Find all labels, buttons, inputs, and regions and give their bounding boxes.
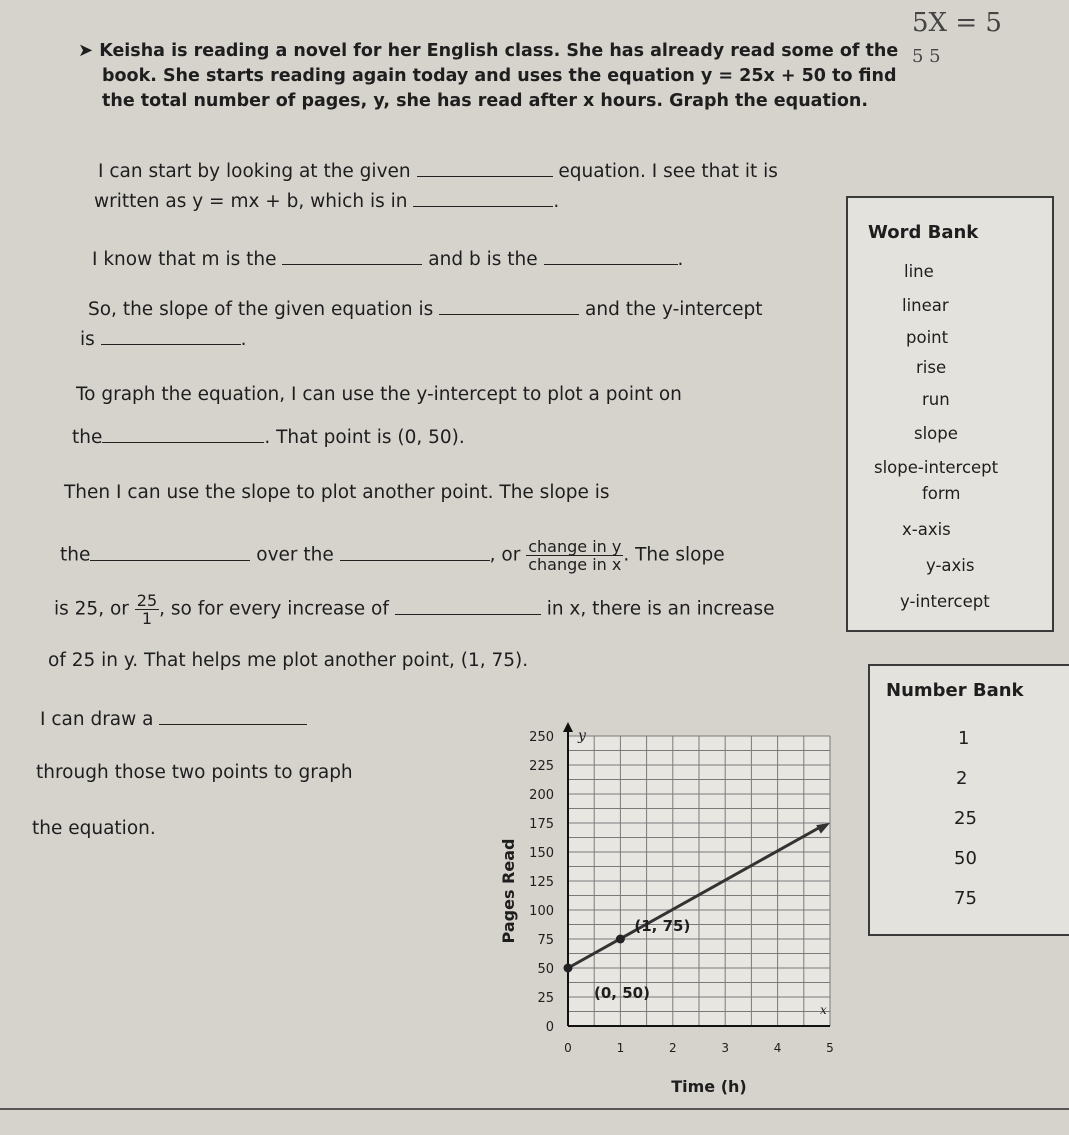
number-bank-item[interactable]: 50	[954, 848, 977, 869]
blank-draw-a[interactable]	[159, 706, 307, 725]
data-point-label: (1, 75)	[634, 917, 691, 935]
x-tick-label: 1	[616, 1041, 625, 1055]
blank-run[interactable]	[340, 542, 490, 561]
fraction-25-over-1	[135, 592, 159, 627]
y-tick-label: 200	[529, 788, 554, 803]
number-bank-item[interactable]: 25	[954, 808, 977, 829]
data-point-label: (0, 50)	[594, 984, 650, 1002]
y-tick-label: 250	[529, 730, 554, 745]
paragraph-2-line-3	[80, 326, 247, 350]
word-bank-item[interactable]: form	[922, 484, 961, 503]
text: the equation.	[32, 818, 156, 839]
y-tick-label: 50	[537, 962, 554, 977]
bullet-arrow-icon: ➤	[78, 40, 94, 61]
word-bank-item[interactable]: y-intercept	[900, 592, 990, 611]
text: the	[72, 427, 103, 448]
text: in x, there is an increase	[546, 598, 775, 620]
x-tick-label: 4	[773, 1041, 782, 1055]
blank-rise[interactable]	[90, 542, 250, 561]
x-tick-label: 5	[826, 1041, 834, 1055]
word-bank-item[interactable]: line	[904, 262, 934, 281]
paragraph-4-line-2	[60, 538, 725, 573]
paragraph-4-line-1	[64, 482, 610, 503]
text: over the	[256, 544, 334, 566]
word-bank	[846, 196, 1054, 632]
blank-point-on-axis[interactable]	[102, 424, 264, 443]
word-bank-item[interactable]: x-axis	[902, 520, 951, 539]
paragraph-2-line-2	[88, 296, 763, 320]
paragraph-1-line-2	[94, 188, 559, 212]
text: .	[677, 249, 684, 270]
y-tick-label: 100	[529, 904, 554, 919]
y-axis-label: Pages Read	[499, 838, 518, 944]
text: written as y = mx + b, which is in	[94, 191, 408, 212]
text: I know that m is the	[92, 249, 277, 270]
text: So, the slope of the given equation is	[88, 299, 434, 320]
paragraph-3-line-2	[72, 424, 465, 448]
word-bank-item[interactable]: rise	[916, 358, 947, 377]
paragraph-5-line-2	[36, 762, 353, 783]
text: and b is the	[428, 249, 538, 270]
x-tick-label: 0	[564, 1041, 572, 1055]
blank-y-intercept-value[interactable]	[101, 326, 241, 345]
text: . The slope	[623, 544, 725, 566]
word-bank-item[interactable]: linear	[902, 296, 949, 315]
number-bank-item[interactable]: 2	[956, 768, 968, 789]
y-tick-label: 25	[537, 991, 554, 1006]
y-axis-name: y	[578, 728, 586, 744]
text: I can start by looking at the given	[98, 161, 411, 182]
x-axis-label: Time (h)	[671, 1077, 747, 1096]
paragraph-3-line-1	[76, 384, 682, 405]
number-bank-item[interactable]: 1	[958, 728, 970, 749]
handwritten-note-bottom: 5 5	[912, 46, 941, 67]
text: is	[80, 329, 95, 350]
y-tick-label: 225	[529, 759, 554, 774]
text: I can draw a	[40, 709, 154, 730]
number-bank	[868, 664, 1069, 936]
text: equation. I see that it is	[558, 161, 778, 182]
paragraph-1-line-1	[98, 158, 778, 182]
handwritten-note-top: 5X = 5	[912, 8, 1002, 38]
y-tick-label: 75	[537, 933, 554, 948]
blank-increase-in-x[interactable]	[395, 596, 541, 615]
blank-form[interactable]	[413, 188, 553, 207]
paragraph-5-line-1	[40, 706, 307, 730]
text: .	[240, 329, 247, 350]
number-bank-title: Number Bank	[886, 680, 1024, 701]
text: . That point is (0, 50).	[264, 427, 465, 448]
problem-line-1: Keisha is reading a novel for her English class. She has already read some of the	[99, 41, 899, 61]
word-bank-title: Word Bank	[868, 222, 979, 243]
paragraph-4-line-3	[54, 592, 775, 627]
x-tick-label: 3	[721, 1041, 730, 1055]
text: .	[553, 191, 560, 212]
text: the	[60, 544, 91, 566]
data-point	[564, 964, 573, 973]
blank-m-is-the[interactable]	[282, 246, 422, 265]
paragraph-2-line-1	[92, 246, 683, 270]
fraction-change-in-y-over-x	[526, 538, 623, 573]
word-bank-item[interactable]: point	[906, 328, 949, 347]
x-axis-name: x	[820, 1003, 827, 1017]
number-bank-item[interactable]: 75	[954, 888, 977, 909]
fraction-numerator: 25	[136, 591, 158, 610]
blank-b-is-the[interactable]	[544, 246, 678, 265]
word-bank-item[interactable]: slope	[914, 424, 958, 443]
y-axis-arrow-icon	[563, 722, 573, 732]
y-tick-label: 175	[529, 817, 554, 832]
text: is 25, or	[54, 598, 129, 620]
paragraph-5-line-3	[32, 818, 156, 839]
text: of 25 in y. That helps me plot another point, (1, 75).	[48, 650, 529, 671]
fraction-denominator: change in x	[528, 555, 622, 574]
data-point	[616, 935, 625, 944]
paragraph-4-line-4	[48, 650, 528, 671]
problem-line-3: the total number of pages, y, she has read after x hours. Graph the equation.	[102, 91, 868, 111]
y-tick-label: 150	[529, 846, 554, 861]
text: and the y-intercept	[585, 299, 763, 320]
graph-pages-read-vs-time	[480, 716, 850, 1100]
page-bottom-rule	[0, 1108, 1069, 1110]
fraction-numerator: change in y	[528, 537, 622, 556]
problem-line-2: book. She starts reading again today and uses the equation y = 25x + 50 to find	[102, 66, 897, 86]
word-bank-item[interactable]: slope-intercept	[874, 458, 999, 477]
y-tick-label: 0	[545, 1020, 554, 1035]
text: Then I can use the slope to plot another point. The slope is	[64, 482, 610, 503]
text: through those two points to graph	[36, 762, 353, 783]
text: , so for every increase of	[159, 598, 389, 620]
y-tick-label: 125	[529, 875, 554, 890]
problem-statement	[78, 38, 898, 114]
text: , or	[489, 544, 521, 566]
fraction-denominator: 1	[141, 609, 153, 628]
blank-given-equation[interactable]	[417, 158, 553, 177]
word-bank-item[interactable]: y-axis	[926, 556, 975, 575]
word-bank-item[interactable]: run	[922, 390, 950, 409]
x-tick-label: 2	[668, 1041, 677, 1055]
blank-slope-value[interactable]	[439, 296, 579, 315]
text: To graph the equation, I can use the y-intercept to plot a point on	[76, 384, 682, 405]
